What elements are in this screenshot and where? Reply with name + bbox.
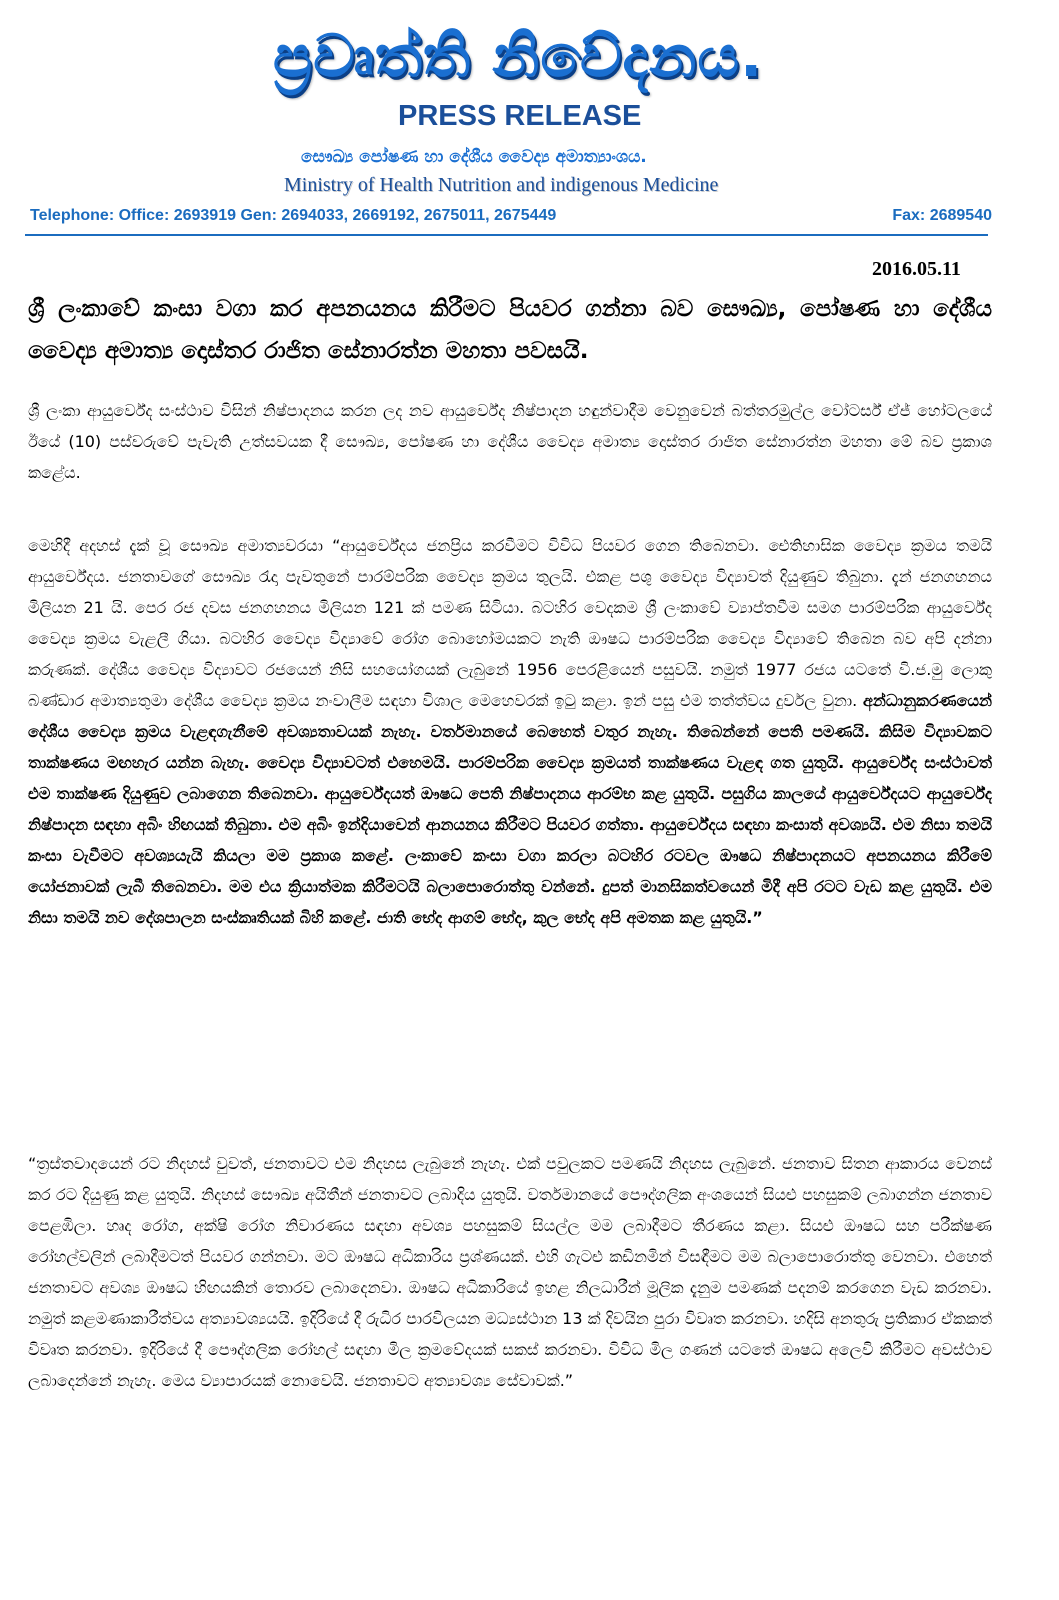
paragraph-2	[28, 530, 992, 933]
fax-number: Fax: 2689540	[892, 207, 992, 224]
release-date: 2016.05.11	[872, 258, 961, 280]
masthead-title-english: PRESS RELEASE	[398, 100, 642, 132]
masthead-title-sinhala: ප්‍රවෘත්ති නිවේදනය.	[272, 22, 764, 90]
paragraph-1: ශ්‍රී ලංකා ආයුර්වේද සංස්ථාව විසින් නිෂ්පාදනය කරන ලද නව ආයුර්වේද නිෂ්පාදන හඳුන්වාදීම වෙනුවෙන් බත්තරමුල්ල වෝටර්ස් ඒජ් හෝටලයේ ඊයේ (10) පස්වරුවේ පැවැති උත්සවයක දී සෞඛ්‍ය, පෝෂණ හා දේශීය වෛද්‍ය අමාත්‍ය දොස්තර රාජිත සේනාරත්න මහතා මේ බව ප්‍රකාශ කළේය.	[28, 401, 992, 482]
paragraph-2-bold: අන්ධානුකරණයෙන් දේශීය වෛද්‍ය ක්‍රමය වැළඳගැනීමේ අවශ්‍යතාවයක් නැහැ. වර්තමානයේ බෙහෙත් වතුර නැහැ. තිබෙන්නේ පෙති පමණයි. කිසිම විද්‍යාවකට තාක්ෂණය මඟහැර යන්න බැහැ. වෛද්‍ය විද්‍යාවටත් එහෙමයි. පාරම්පරික වෛද්‍ය ක්‍රමයත් තාක්ෂණය වැළඳ ගත යුතුයි. ආයුර්වේද සංස්ථාවත් එම තාක්ෂණ දියුණුව ලබාගෙන තිබෙනවා. ආයුර්වේදයත් ඖෂධ පෙති නිෂ්පාදනය ආරම්භ කළ යුතුයි. පසුගිය කාලයේ ආයුර්වේදයට ආයුර්වේද නිෂ්පාදන සඳහා අබිං හිඟයක් තිබුනා. එම අබිං ඉන්දියාවෙන් ආනයනය කිරීමට පියවර ගත්තා. ආයුර්වේදය සඳහා කංසාත් අවශ්‍යයි. එම නිසා තමයි කංසා වැවීමට අවශ්‍යයැයි කියලා මම ප්‍රකාශ කළේ. ලංකාවේ කංසා වගා කරලා බටහිර රටවල ඖෂධ නිෂ්පාදනයට අපනයනය කිරීමේ යෝජනාවක් ලැබී තිබෙනවා. මම එය ක්‍රියාත්මක කිරීමටයි බලාපොරොත්තු වන්නේ. දුපත් මානසිකත්වයෙන් මිදී අපි රටට වැඩ කළ යුතුයි. එම නිසා තමයි නව දේශපාලන සංස්කෘතියක් බිහි කළේ. ජාති භේද ආගම් භේද, කුල භේද අපි අමතක කළ යුතුයි.”	[28, 691, 992, 927]
header-divider	[25, 234, 988, 236]
contact-row	[30, 207, 992, 225]
headline: ශ්‍රී ලංකාවේ කංසා වගා කර අපනයනය කිරීමට පියවර ගන්නා බව සෞඛ්‍ය, පෝෂණ හා දේශීය වෛද්‍ය අමාත්‍ය දොස්තර රාජිත සේනාරත්න මහතා පවසයි.	[28, 296, 992, 364]
ministry-name-english: Ministry of Health Nutrition and indigenous Medicine	[284, 174, 719, 196]
paragraph-3: “ත්‍රස්තවාදයෙන් රට නිදහස් වුවත්, ජනතාවට එම නිදහස ලැබුනේ නැහැ. එක් පවුලකට පමණයි නිදහස ලැබුනේ. ජනතාව සිතන ආකාරය වෙනස් කර රට දියුණු කළ යුතුයි. නිදහස් සෞඛ්‍ය අයිතීන් ජනතාවට ලබාදිය යුතුයි. වර්තමානයේ පෞද්ගලික අංශයෙන් සියළු පහසුකම් ලබාගන්න ජනතාව පෙළඹිලා. හෘද රෝග, අක්ෂි රෝග නිවාරණය සඳහා අවශ්‍ය පහසුකම් සියල්ල මම ලබාදීමට තීරණය කළා. සියළු ඖෂධ සහ පරීක්ෂණ රෝහල්වලින් ලබාදීමටත් පියවර ගන්නවා. මට ඖෂධ අධිකාරිය ප්‍රශ්ණයක්. එහි ගැටළු කඩිනමින් විසඳීමට මම බලාපොරොත්තු වෙනවා. එහෙත් ජනතාවට අවශ්‍ය ඖෂධ හිඟයකින් තොරව ලබාදෙනවා. ඖෂධ අධිකාරියේ ඉහළ නිලධාරීන් මූලික දැනුම පමණක් පදනම් කරගෙන වැඩ කරනවා. නමුත් කළමණාකාරීත්වය අත්‍යාවශ්‍යයයි. ඉදිරියේ දී රුධිර පාරවිලයන මධ්‍යස්ථාන 13 ක් දිවයින පුරා විවෘත කරනවා. හදිසි අනතුරු ප්‍රතිකාර ඒකකත් විවෘත කරනවා. ඉදිරියේ දී පෞද්ගලික රෝහල් සඳහා මිල ක්‍රමවේදයක් සකස් කරනවා. විවිධ මිල ගණන් යටතේ ඖෂධ අලෙවි කිරීමට අවස්ථාව ලබාදෙන්නේ නැහැ. මෙය ව්‍යාපාරයක් නොවෙයි. ජනතාවට අත්‍යාවශ්‍ය සේවාවක්.”	[28, 1154, 992, 1390]
telephone-numbers: Telephone: Office: 2693919 Gen: 2694033, 2669192, 2675011, 2675449	[30, 207, 557, 224]
ministry-name-sinhala: සෞඛ්‍ය පෝෂණ හා දේශීය වෛද්‍ය අමාත්‍යාංශය.	[301, 147, 647, 167]
paragraph-2-regular: මෙහිදී අදහස් දැක් වූ සෞඛ්‍ය අමාත්‍යවරයා “ආයුර්වේදය ජනප්‍රිය කරවීමට විවිධ පියවර ගෙන තිබෙනවා. ඓතිහාසික වෛද්‍ය ක්‍රමය තමයි ආයුර්වේදය. ජනතාවගේ සෞඛ්‍ය රැදා පැවතුනේ පාරම්පරික වෛද්‍ය ක්‍රමය තුලයි. එකළ පශු වෛද්‍ය විද්‍යාවත් දියුණුව තිබුනා. දැන් ජනගහනය මිලියන 21 යි. පෙර රජ දවස ජනගහනය මිලියන 121 ක් පමණ සිටියා. බටහිර වෙදකම ශ්‍රී ලංකාවේ ව්‍යාප්තවීම සමග පාරම්පරික ආයුර්වේද වෛද්‍ය ක්‍රමය වැළලී ගියා. බටහිර වෛද්‍ය විද්‍යාවේ රෝග බොහෝමයකට නැති ඖෂධ පාරම්පරික වෛද්‍ය විද්‍යාවේ තිබෙන බව අපි දන්නා කරුණක්. දේශීය වෛද්‍ය විද්‍යාවට රජයෙන් නිසි සහයෝගයක් ලැබුනේ 1956 පෙරළියෙන් පසුවයි. නමුත් 1977 රජය යටතේ වි.ජ.මු ලොකු බණ්ඩාර අමාත්‍යතුමා දේශීය වෛද්‍ය ක්‍රමය නංවාලීම සඳහා විශාල මෙහෙවරක් ඉටු කළා. ඉන් පසු එම තත්ත්වය දුර්වල වුනා.	[28, 536, 992, 710]
